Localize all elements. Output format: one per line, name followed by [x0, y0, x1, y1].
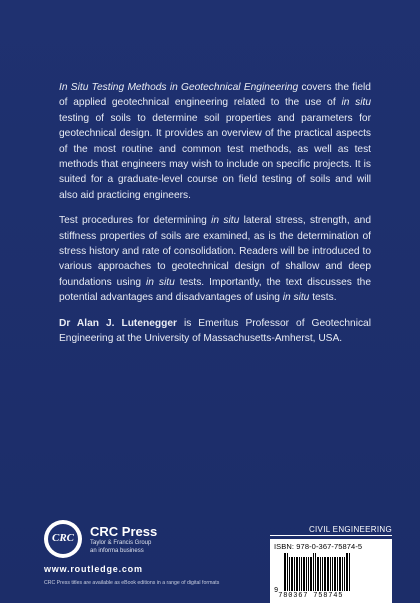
in-situ-italic: in situ — [146, 276, 175, 288]
barcode-bar — [296, 557, 298, 591]
blurb-paragraph-1 — [59, 80, 371, 203]
barcode-bar — [346, 553, 348, 591]
barcode-block — [270, 525, 392, 603]
barcode-bar — [289, 557, 290, 591]
subject-category: CIVIL ENGINEERING — [270, 525, 392, 536]
barcode-bar — [327, 557, 329, 591]
publisher-website: www.routledge.com — [44, 564, 143, 574]
publisher-tagline: an informa business — [90, 547, 144, 554]
barcode-bar — [322, 557, 323, 591]
blurb-text: Test procedures for determining — [59, 215, 212, 227]
blurb-text: testing of soils to determine soil properties and parameters for geotechnical design. It provides an overview of the practical aspects of the most routine and common test methods, as well as test methods that engineers may wish to include on specific projects. It is suited for a graduate-level course on field testing of soils and will also aid practicing engineers. — [59, 112, 371, 201]
publisher-logo — [44, 520, 244, 558]
barcode-bar — [334, 557, 336, 591]
barcode-bar — [339, 557, 341, 591]
author-bio — [59, 316, 371, 347]
barcode-bar — [317, 557, 319, 591]
publisher-block — [44, 520, 244, 586]
barcode-bar — [313, 553, 314, 591]
barcode-bar — [308, 557, 309, 591]
barcode-bar — [332, 557, 333, 591]
barcode-bar — [284, 553, 286, 591]
blurb-text: lateral stress, strength, and stiffness properties of soils are examined, as is the determination of stress history and rate of consolidation. Readers will be introduced to various approaches to geotechnical design of shallow and deep foundations using — [59, 215, 371, 288]
blurb-paragraph-2 — [59, 213, 371, 305]
blurb-text: tests. Importantly, the text discusses the potential advantages and disadvantages of using — [59, 276, 371, 304]
barcode-bars-icon — [284, 553, 351, 591]
barcode-bar — [294, 557, 295, 591]
barcode-bar — [287, 553, 288, 591]
ebook-note: CRC Press titles are available as eBook editions in a range of digital formats — [44, 580, 220, 586]
crc-logo-icon — [44, 520, 82, 558]
barcode-bar — [306, 557, 307, 591]
barcode-lead-digit: 9 — [274, 587, 279, 595]
barcode-bar — [344, 557, 345, 591]
blurb — [59, 80, 371, 357]
in-situ-italic: in situ — [211, 215, 240, 227]
book-title-italic: In Situ Testing Methods in Geotechnical Engineering — [59, 82, 299, 93]
author-name: Dr Alan J. Lutenegger — [59, 317, 177, 329]
publisher-name: CRC Press — [90, 523, 158, 539]
isbn-number: ISBN: 978-0-367-75874-5 — [274, 542, 363, 551]
barcode-bar — [337, 557, 338, 591]
barcode-bar — [291, 557, 293, 591]
barcode-bar — [320, 557, 321, 591]
barcode-bar — [301, 557, 302, 591]
crc-badge-text: CRC — [51, 532, 74, 544]
barcode-bar — [310, 557, 312, 591]
blurb-text: tests. — [309, 292, 337, 304]
barcode — [270, 539, 392, 603]
barcode-bar — [324, 557, 326, 591]
in-situ-italic: in situ — [341, 97, 371, 109]
publisher-group: Taylor & Francis Group — [90, 539, 152, 546]
author-bio-text: is Emeritus Professor of Geotechnical Engineering at the University of Massachusetts-Amherst, USA. — [59, 317, 371, 345]
barcode-digits: 780367 758745 — [278, 592, 344, 600]
blurb-text: covers the field of applied geotechnical engineering related to the use of — [59, 82, 371, 109]
barcode-bar — [303, 557, 305, 591]
barcode-bar — [330, 557, 331, 591]
in-situ-italic: in situ — [282, 292, 310, 304]
publisher-brand — [90, 524, 157, 555]
barcode-bar — [299, 557, 300, 591]
barcode-bar — [315, 553, 316, 591]
barcode-bar — [349, 553, 350, 591]
barcode-bar — [342, 557, 343, 591]
